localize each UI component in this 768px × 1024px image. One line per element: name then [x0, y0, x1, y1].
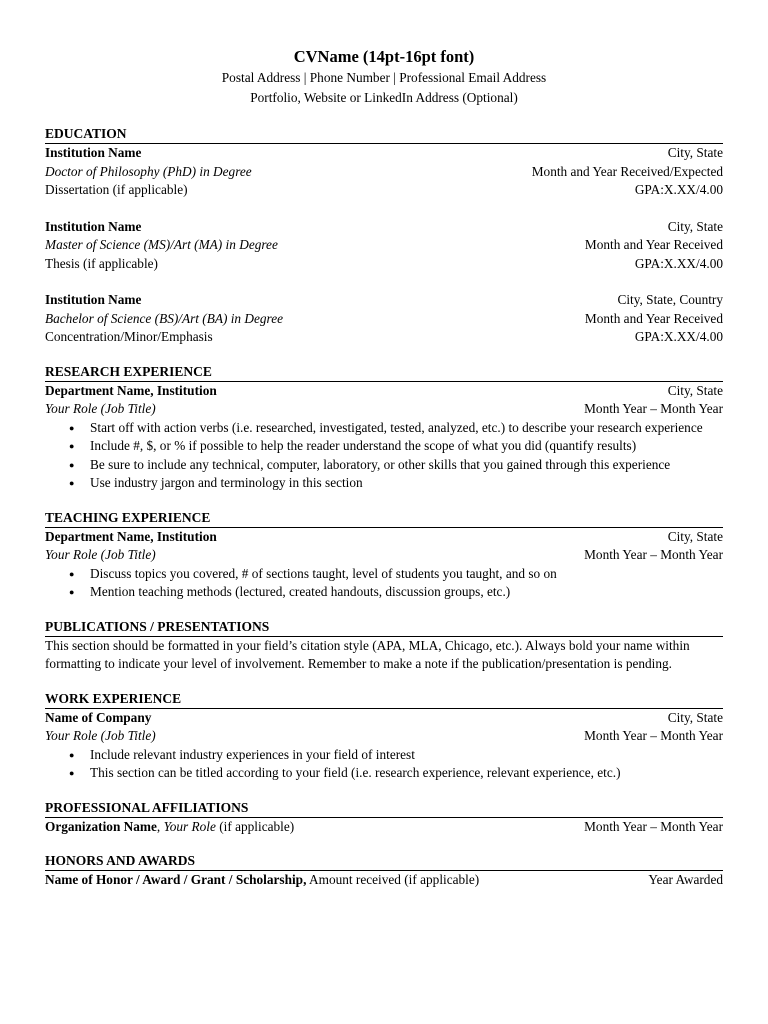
date: Month and Year Received/Expected — [531, 163, 723, 179]
role: Your Role — [163, 818, 216, 834]
publications-section — [45, 618, 723, 674]
affiliation — [45, 818, 294, 837]
location: City, State — [667, 218, 723, 234]
org-name: Organization Name — [45, 818, 157, 834]
gpa: GPA:X.XX/4.00 — [634, 329, 723, 344]
dates: Month Year – Month Year — [584, 818, 723, 834]
gpa: GPA:X.XX/4.00 — [634, 182, 723, 197]
bullet-list — [45, 565, 723, 602]
bullet-item: ● Include relevant industry experiences in your field of interest — [45, 746, 723, 765]
section-title: WORK EXPERIENCE — [45, 690, 723, 709]
degree-extra: Thesis (if applicable) — [45, 255, 158, 271]
separator: , — [156, 818, 164, 834]
location: City, State — [667, 709, 723, 725]
year-awarded: Year Awarded — [648, 872, 723, 887]
note: (if applicable) — [215, 818, 295, 834]
dates: Month Year – Month Year — [584, 547, 723, 562]
degree: Master of Science (MS)/Art (MA) in Degree — [45, 237, 278, 252]
role: Your Role (Job Title) — [45, 401, 156, 416]
bullet-list — [45, 419, 723, 493]
location: City, State, Country — [617, 292, 723, 307]
degree: Bachelor of Science (BS)/Art (BA) in Degree — [45, 310, 284, 326]
publications-text: This section should be formatted in your field’s citation style (APA, MLA, Chicago, etc.). Always bold your name within formatting to indicate your level of involvement. Remember to make a note if the publication/presentation is pending. — [45, 637, 690, 671]
bullet-item: ● Be sure to include any technical, computer, laboratory, or other skills that you gained through this experience — [45, 456, 723, 475]
teaching-section — [45, 509, 723, 602]
section-title: HONORS AND AWARDS — [45, 852, 723, 871]
bullet-item: ● Discuss topics you covered, # of sections taught, level of students you taught, and so on — [45, 565, 723, 584]
bullet-item: ● Mention teaching methods (lectured, created handouts, discussion groups, etc.) — [45, 583, 723, 602]
section-title: PUBLICATIONS / PRESENTATIONS — [45, 618, 723, 637]
institution-name: Institution Name — [45, 292, 142, 307]
date: Month and Year Received — [584, 237, 723, 252]
cv-name: CVName (14pt-16pt font) — [293, 47, 475, 66]
bullet-item: ● Include #, $, or % if possible to help the reader understand the scope of what you did (quantify results) — [45, 437, 723, 456]
education-entry — [45, 291, 723, 347]
education-entry — [45, 218, 723, 274]
research-section — [45, 363, 723, 493]
gpa: GPA:X.XX/4.00 — [634, 255, 723, 271]
bullet-list — [45, 746, 723, 783]
role: Your Role (Job Title) — [45, 728, 156, 743]
dates: Month Year – Month Year — [584, 728, 723, 743]
role: Your Role (Job Title) — [45, 547, 156, 562]
section-title: EDUCATION — [45, 125, 723, 144]
org-name: Department Name, Institution — [45, 528, 217, 544]
location: City, State — [667, 528, 723, 544]
affiliations-section — [45, 799, 723, 837]
cv-document — [45, 46, 723, 890]
cv-header — [45, 46, 723, 108]
degree-extra: Dissertation (if applicable) — [45, 182, 188, 197]
bullet-item: ● This section can be titled according to your field (i.e. research experience, relevant experience, etc.) — [45, 764, 723, 783]
location: City, State — [667, 145, 723, 160]
degree-extra: Concentration/Minor/Emphasis — [45, 329, 213, 344]
contact-line: Postal Address | Phone Number | Professional Email Address — [221, 70, 547, 85]
education-entry — [45, 144, 723, 200]
org-name: Department Name, Institution — [45, 382, 217, 398]
company-name: Name of Company — [45, 709, 152, 725]
institution-name: Institution Name — [45, 145, 142, 160]
honor-name: Name of Honor / Award / Grant / Scholarship, — [45, 872, 307, 887]
section-title: PROFESSIONAL AFFILIATIONS — [45, 799, 723, 818]
bullet-item: ● Use industry jargon and terminology in this section — [45, 474, 723, 493]
amount: Amount received (if applicable) — [306, 872, 480, 887]
degree: Doctor of Philosophy (PhD) in Degree — [45, 163, 252, 179]
institution-name: Institution Name — [45, 218, 142, 234]
location: City, State — [667, 382, 723, 398]
honor — [45, 871, 479, 890]
section-title: RESEARCH EXPERIENCE — [45, 363, 723, 382]
section-title: TEACHING EXPERIENCE — [45, 509, 723, 528]
honors-section — [45, 852, 723, 890]
work-section — [45, 690, 723, 783]
bullet-item: ● Start off with action verbs (i.e. researched, investigated, tested, analyzed, etc.) to describe your research experience — [45, 419, 723, 438]
education-section — [45, 125, 723, 347]
dates: Month Year – Month Year — [584, 401, 723, 416]
date: Month and Year Received — [584, 310, 723, 326]
web-line: Portfolio, Website or LinkedIn Address (Optional) — [250, 90, 518, 105]
